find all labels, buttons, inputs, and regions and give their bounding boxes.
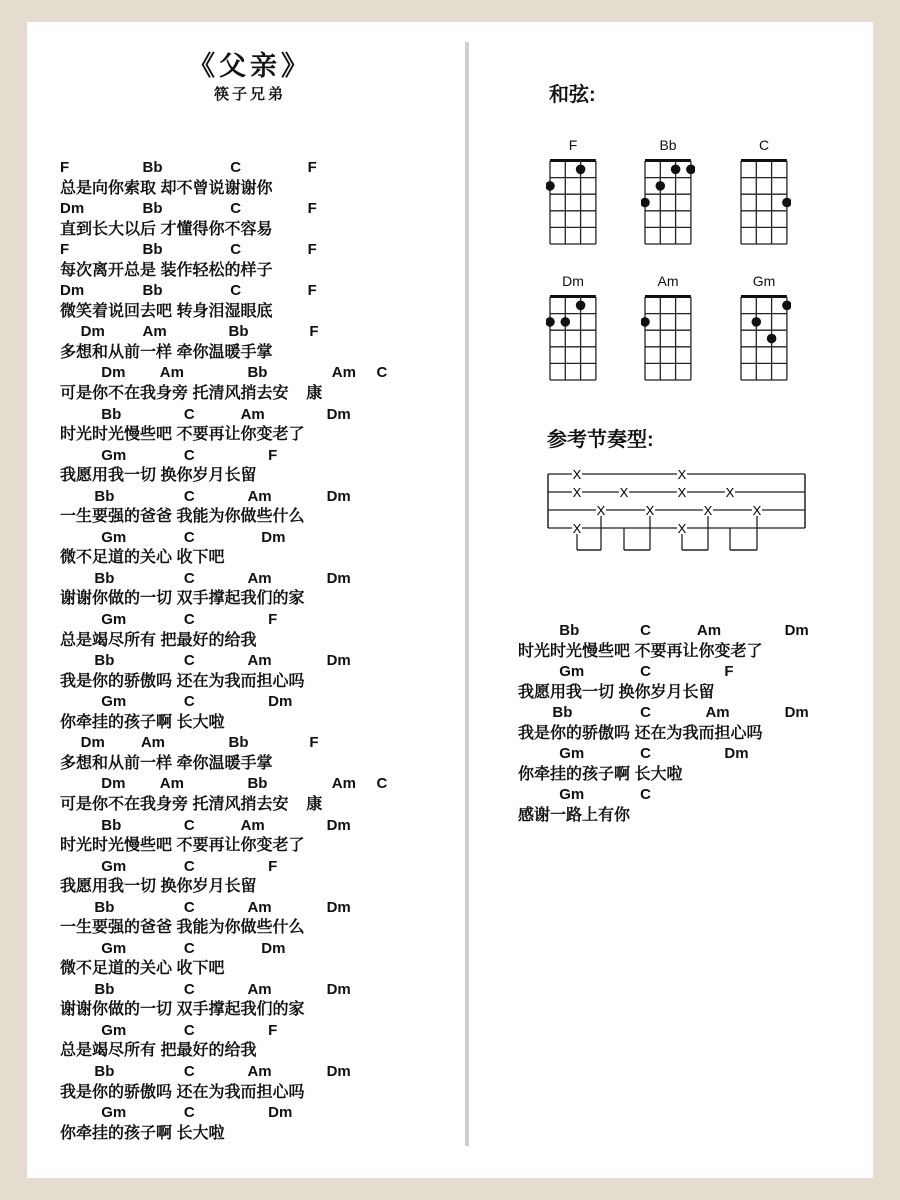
chord-label: F: [309, 323, 319, 341]
chord-label: Dm: [724, 745, 749, 763]
chord-line: [60, 939, 322, 960]
lyric-line-pair: [60, 158, 322, 199]
chord-label: Dm: [268, 1104, 293, 1122]
chord-label: Bb: [247, 364, 268, 382]
chord-label: Bb: [94, 1063, 115, 1081]
chord-label: Dm: [60, 282, 85, 300]
chord-diagram-name: Bb: [659, 137, 677, 153]
strum-mark: X: [572, 521, 582, 536]
chord-label: Gm: [101, 611, 127, 629]
chord-line: [60, 898, 351, 919]
strum-mark: X: [725, 485, 735, 500]
chord-line: [60, 322, 322, 343]
chord-label: Am: [240, 405, 265, 423]
chord-label: Dm: [326, 898, 351, 916]
chord-label: Bb: [94, 898, 115, 916]
chord-line: [60, 158, 322, 179]
chord-label: C: [183, 487, 195, 505]
lyric-line-pair: [60, 774, 388, 815]
finger-dot: [782, 301, 791, 311]
chord-label: Am: [159, 775, 184, 793]
fretboard-grid: [737, 158, 791, 248]
lyrics-left-column: [60, 158, 388, 1144]
chord-label: Bb: [94, 487, 115, 505]
chord-label: C: [183, 857, 195, 875]
strum-mark: X: [703, 503, 713, 518]
strum-pattern: [545, 464, 810, 556]
chord-label: Bb: [142, 159, 163, 176]
chord-label: Am: [247, 652, 272, 670]
chord-label: F: [307, 200, 317, 218]
strum-mark: X: [677, 485, 687, 500]
chord-label: C: [640, 745, 651, 763]
chord-label: Dm: [101, 775, 126, 793]
lyric-text: 感谢一路上有你: [518, 806, 631, 824]
chord-label: Am: [247, 487, 272, 505]
lyric-text: 总是向你索取 却不曾说谢谢你: [60, 179, 273, 197]
chord-line: [518, 703, 809, 724]
chord-diagram-name: F: [568, 137, 578, 153]
chord-label: Am: [159, 364, 184, 382]
chord-label: Gm: [559, 786, 585, 804]
finger-dot: [576, 165, 586, 175]
chord-label: Bb: [559, 622, 580, 639]
lyric-text: 我是你的骄傲吗 还在为我而担心吗: [60, 1083, 305, 1101]
chord-line: [60, 733, 322, 754]
chord-label: Gm: [101, 528, 127, 546]
chord-label: Dm: [326, 1063, 351, 1081]
chord-line: [60, 1021, 322, 1042]
lyric-text: 一生要强的爸爸 我能为你做些什么: [60, 919, 305, 937]
chord-label: Bb: [247, 775, 268, 793]
chord-label: F: [268, 1021, 278, 1039]
chord-label: F: [60, 241, 70, 259]
lyric-line-pair: [518, 621, 809, 662]
lyric-text: 总是竭尽所有 把最好的给我: [60, 1042, 257, 1060]
chord-label: Dm: [60, 200, 85, 218]
chord-diagram-name: C: [758, 137, 770, 153]
fretboard-grid: [546, 158, 600, 248]
chord-label: Bb: [142, 282, 163, 300]
strum-mark: X: [645, 503, 655, 518]
chord-label: Am: [705, 704, 730, 722]
chord-label: Am: [331, 364, 356, 382]
chord-label: Gm: [559, 745, 585, 763]
lyric-line-pair: [60, 446, 322, 487]
chord-line: [60, 363, 388, 384]
chord-label: Dm: [326, 405, 351, 423]
chord-line: [60, 857, 322, 878]
fretboard-grid: [641, 294, 695, 384]
lyric-line-pair: [518, 785, 762, 826]
chord-label: C: [640, 622, 651, 639]
lyric-text: 你牵挂的孩子啊 长大啦: [60, 1124, 225, 1142]
lyric-text: 你牵挂的孩子啊 长大啦: [518, 765, 683, 783]
chord-label: C: [183, 693, 195, 711]
chord-line: [518, 785, 762, 806]
chord-diagram-name: Gm: [752, 273, 776, 289]
chord-line: [60, 240, 322, 261]
chord-label: C: [376, 775, 388, 793]
lyric-text: 时光时光慢些吧 不要再让你变老了: [60, 426, 305, 444]
lyric-line-pair: [60, 898, 351, 939]
chord-label: Dm: [101, 364, 126, 382]
lyric-text: 每次离开总是 装作轻松的样子: [60, 261, 273, 279]
chord-line: [60, 569, 351, 590]
lyric-text: 谢谢你做的一切 双手撑起我们的家: [60, 590, 305, 608]
chord-label: Dm: [326, 980, 351, 998]
chord-label: Gm: [101, 446, 127, 464]
chord-label: Bb: [552, 704, 573, 722]
chord-line: [60, 774, 388, 795]
chord-label: F: [724, 663, 734, 681]
lyric-text: 我愿用我一切 换你岁月长留: [60, 467, 257, 485]
chord-label: Am: [247, 569, 272, 587]
chord-label: F: [268, 446, 278, 464]
chords-heading: 和弦:: [549, 84, 596, 106]
chord-label: C: [183, 569, 195, 587]
chord-label: Bb: [142, 200, 163, 218]
chord-line: [60, 446, 322, 467]
lyric-text: 我愿用我一切 换你岁月长留: [60, 878, 257, 896]
chord-label: C: [183, 652, 195, 670]
chord-label: Dm: [80, 734, 105, 752]
lyric-text: 我愿用我一切 换你岁月长留: [518, 683, 715, 701]
lyric-text: 直到长大以后 才懂得你不容易: [60, 220, 273, 238]
lyric-text: 时光时光慢些吧 不要再让你变老了: [60, 837, 305, 854]
chord-label: C: [376, 364, 388, 382]
finger-dot: [752, 317, 762, 327]
strum-mark: X: [619, 485, 629, 500]
lyric-text: 总是竭尽所有 把最好的给我: [60, 631, 257, 649]
strum-mark: X: [572, 485, 582, 500]
chord-label: Dm: [261, 528, 286, 546]
chord-line: [60, 487, 351, 508]
lyric-line-pair: [60, 363, 388, 404]
chord-label: C: [183, 1063, 195, 1081]
chord-line: [60, 281, 322, 302]
lyric-text: 我是你的骄傲吗 还在为我而担心吗: [518, 724, 763, 742]
chord-label: F: [307, 159, 317, 176]
chord-label: C: [183, 898, 195, 916]
lyric-line-pair: [60, 569, 351, 610]
chord-label: C: [183, 980, 195, 998]
chord-label: Bb: [142, 241, 163, 259]
finger-dot: [546, 181, 555, 191]
chord-label: C: [230, 159, 242, 176]
chord-label: C: [183, 939, 195, 957]
strum-mark: X: [572, 467, 582, 482]
chord-label: Dm: [326, 487, 351, 505]
chord-label: Dm: [784, 704, 809, 722]
lyric-line-pair: [60, 281, 322, 322]
lyric-text: 一生要强的爸爸 我能为你做些什么: [60, 508, 305, 526]
chord-line: [518, 621, 809, 642]
chord-label: C: [183, 816, 195, 834]
chord-label: Dm: [261, 939, 286, 957]
chord-label: F: [268, 857, 278, 875]
lyric-line-pair: [60, 980, 351, 1021]
chord-label: Bb: [101, 405, 122, 423]
strum-heading: 参考节奏型:: [547, 429, 654, 451]
strum-mark: X: [596, 503, 606, 518]
chord-label: C: [640, 704, 651, 722]
lyric-line-pair: [60, 199, 322, 240]
chord-label: C: [183, 611, 195, 629]
lyric-text: 微不足道的关心 收下吧: [60, 549, 225, 567]
lyric-text: 可是你不在我身旁 托清风捎去安 康: [60, 384, 323, 402]
chord-label: F: [307, 282, 317, 300]
lyric-line-pair: [60, 651, 351, 692]
lyric-text: 我是你的骄傲吗 还在为我而担心吗: [60, 672, 305, 690]
chord-label: Dm: [326, 569, 351, 587]
chord-label: Bb: [228, 323, 249, 341]
lyric-line-pair: [60, 610, 322, 651]
chord-label: Bb: [94, 569, 115, 587]
chord-label: Am: [247, 898, 272, 916]
chord-label: Gm: [559, 663, 585, 681]
chord-label: F: [268, 611, 278, 629]
chord-label: Gm: [101, 857, 127, 875]
finger-dot: [576, 301, 586, 311]
chord-diagram-name: Am: [657, 273, 679, 289]
chord-label: C: [640, 663, 651, 681]
lyrics-right-column: [518, 621, 809, 826]
chord-line: [518, 662, 762, 683]
chord-line: [60, 651, 351, 672]
lyric-line-pair: [60, 528, 322, 569]
chord-label: Bb: [101, 816, 122, 834]
chord-label: Gm: [101, 939, 127, 957]
chord-label: Dm: [326, 652, 351, 670]
lyric-line-pair: [60, 1062, 351, 1103]
chord-label: Am: [696, 622, 722, 639]
chord-label: C: [183, 528, 195, 546]
lyric-text: 微不足道的关心 收下吧: [60, 960, 225, 978]
finger-dot: [641, 317, 650, 327]
chord-label: Dm: [80, 323, 105, 341]
chord-label: Am: [240, 816, 265, 834]
chord-label: Dm: [268, 693, 293, 711]
finger-dot: [656, 181, 666, 191]
finger-dot: [561, 317, 571, 327]
chord-label: Am: [140, 734, 165, 752]
finger-dot: [641, 198, 650, 208]
chord-line: [60, 1062, 351, 1083]
lyric-text: 你牵挂的孩子啊 长大啦: [60, 713, 225, 731]
strum-mark: X: [752, 503, 762, 518]
chord-label: Bb: [94, 980, 115, 998]
lyric-line-pair: [60, 939, 322, 980]
lyric-line-pair: [60, 487, 351, 528]
chord-line: [60, 816, 351, 837]
lyric-line-pair: [60, 322, 322, 363]
chord-line: [60, 405, 351, 426]
chord-label: Bb: [94, 652, 115, 670]
chord-line: [60, 528, 322, 549]
chord-line: [518, 744, 762, 765]
lyric-line-pair: [60, 816, 351, 857]
chord-diagram-name: Dm: [562, 273, 584, 289]
chord-label: C: [183, 405, 195, 423]
chord-label: F: [309, 734, 319, 752]
lyric-line-pair: [518, 744, 762, 785]
song-artist: 筷子兄弟: [213, 86, 286, 103]
lyric-line-pair: [60, 733, 322, 774]
lyric-text: 可是你不在我身旁 托清风捎去安 康: [60, 795, 323, 813]
chord-label: C: [230, 200, 242, 218]
chord-line: [60, 199, 322, 220]
chord-label: F: [60, 159, 70, 176]
lyric-line-pair: [60, 692, 322, 733]
chord-label: Dm: [784, 622, 809, 639]
finger-dot: [767, 334, 777, 344]
lyric-line-pair: [60, 857, 322, 898]
chord-label: C: [230, 282, 242, 300]
chord-label: Gm: [101, 1104, 127, 1122]
finger-dot: [671, 165, 681, 175]
chord-label: C: [183, 1021, 195, 1039]
chord-label: Am: [142, 323, 167, 341]
fretboard-grid: [546, 294, 600, 384]
lyric-line-pair: [60, 1021, 322, 1062]
lyric-text: 多想和从前一样 牵你温暖手掌: [60, 754, 273, 772]
chord-line: [60, 980, 351, 1001]
strum-mark: X: [677, 521, 687, 536]
finger-dot: [546, 317, 555, 327]
lyric-text: 微笑着说回去吧 转身泪湿眼底: [60, 302, 273, 320]
lyric-line-pair: [60, 240, 322, 281]
lyric-text: 多想和从前一样 牵你温暖手掌: [60, 343, 273, 361]
chord-label: Dm: [326, 816, 351, 834]
chord-label: Am: [331, 775, 356, 793]
lyric-text: 谢谢你做的一切 双手撑起我们的家: [60, 1001, 305, 1019]
chord-label: Gm: [101, 693, 127, 711]
strum-mark: X: [677, 467, 687, 482]
chord-label: C: [230, 241, 242, 259]
chord-line: [60, 610, 322, 631]
chord-label: Am: [247, 980, 272, 998]
lyric-line-pair: [60, 405, 351, 446]
lyric-text: 时光时光慢些吧 不要再让你变老了: [518, 642, 763, 660]
column-divider: [465, 42, 469, 1146]
chord-label: C: [183, 1104, 195, 1122]
chord-label: C: [183, 446, 195, 464]
chord-label: Am: [247, 1063, 272, 1081]
finger-dot: [782, 198, 791, 208]
fretboard-grid: [737, 294, 791, 384]
lyric-line-pair: [518, 703, 809, 744]
chord-line: [60, 1103, 322, 1124]
song-title: 《父亲》: [188, 51, 312, 81]
fretboard-grid: [641, 158, 695, 248]
chord-label: Gm: [101, 1021, 127, 1039]
chord-label: C: [640, 786, 651, 804]
lyric-line-pair: [60, 1103, 322, 1144]
lyric-line-pair: [518, 662, 762, 703]
chord-label: F: [307, 241, 317, 259]
finger-dot: [686, 165, 695, 175]
chord-line: [60, 692, 322, 713]
chord-label: Bb: [228, 734, 249, 752]
